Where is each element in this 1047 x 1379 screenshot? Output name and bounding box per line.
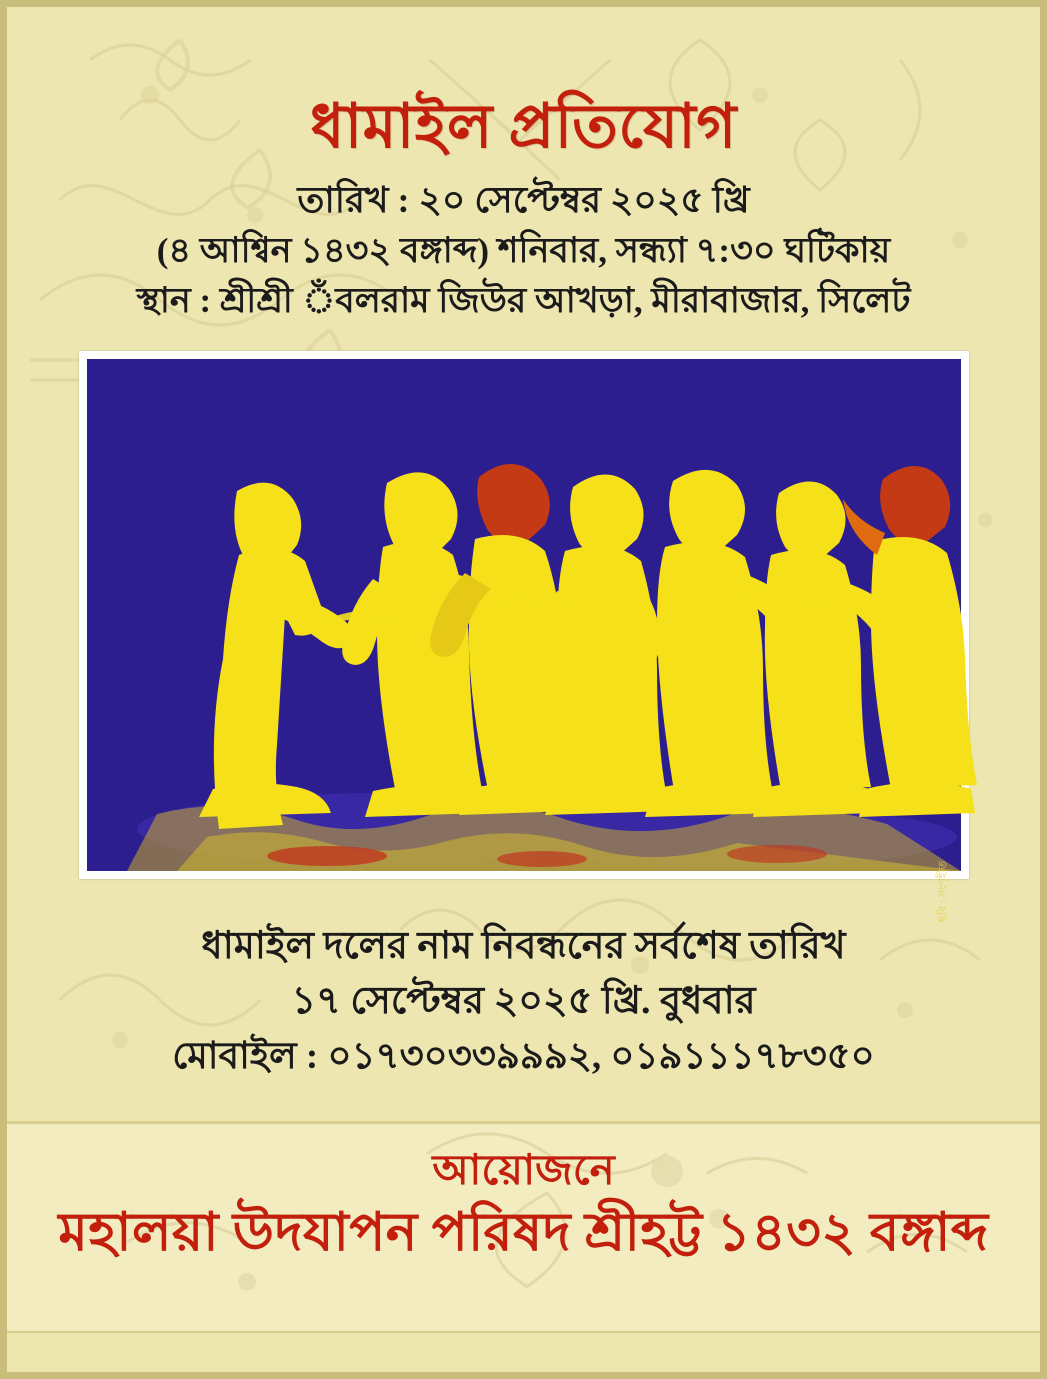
bottom-strip	[7, 1331, 1040, 1372]
header-block	[0, 0, 1047, 325]
page-title: ধামাইল প্রতিযোগ	[310, 94, 737, 161]
organizer-name: মহালয়া উদযাপন পরিষদ শ্রীহট্ট ১৪৩২ বঙ্গাব্দ	[58, 1204, 989, 1263]
registration-deadline-date: ১৭ সেপ্টেম্বর ২০২৫ খ্রি. বুধবার	[291, 980, 756, 1023]
event-venue-line: স্থান : শ্রীশ্রী ঁবলরাম জিউর আখড়া, মীরাবাজার, সিলেট	[136, 280, 911, 320]
dhamail-dance-illustration	[87, 359, 961, 871]
event-bangla-date-line: (৪ আশ্বিন ১৪৩২ বঙ্গাব্দ) শনিবার, সন্ধ্যা ৭:৩০ ঘটিকায়	[156, 230, 891, 270]
contact-mobile-line: মোবাইল : ০১৭৩০৩৩৯৯৯২, ০১৯১১১৭৮৩৫০	[172, 1035, 875, 1077]
organizer-band	[7, 1121, 1040, 1333]
registration-deadline-label: ধামাইল দলের নাম নিবন্ধনের সর্বশেষ তারিখ	[201, 925, 846, 968]
event-date-line: তারিখ : ২০ সেপ্টেম্বর ২০২৫ খ্রি	[297, 179, 750, 220]
organizer-label: আয়োজনে	[432, 1148, 615, 1194]
photo-credit: ছবি : সংগৃহীত	[936, 861, 949, 923]
event-photo-frame	[79, 351, 969, 923]
event-photo	[87, 359, 961, 923]
registration-block	[0, 879, 1047, 1083]
